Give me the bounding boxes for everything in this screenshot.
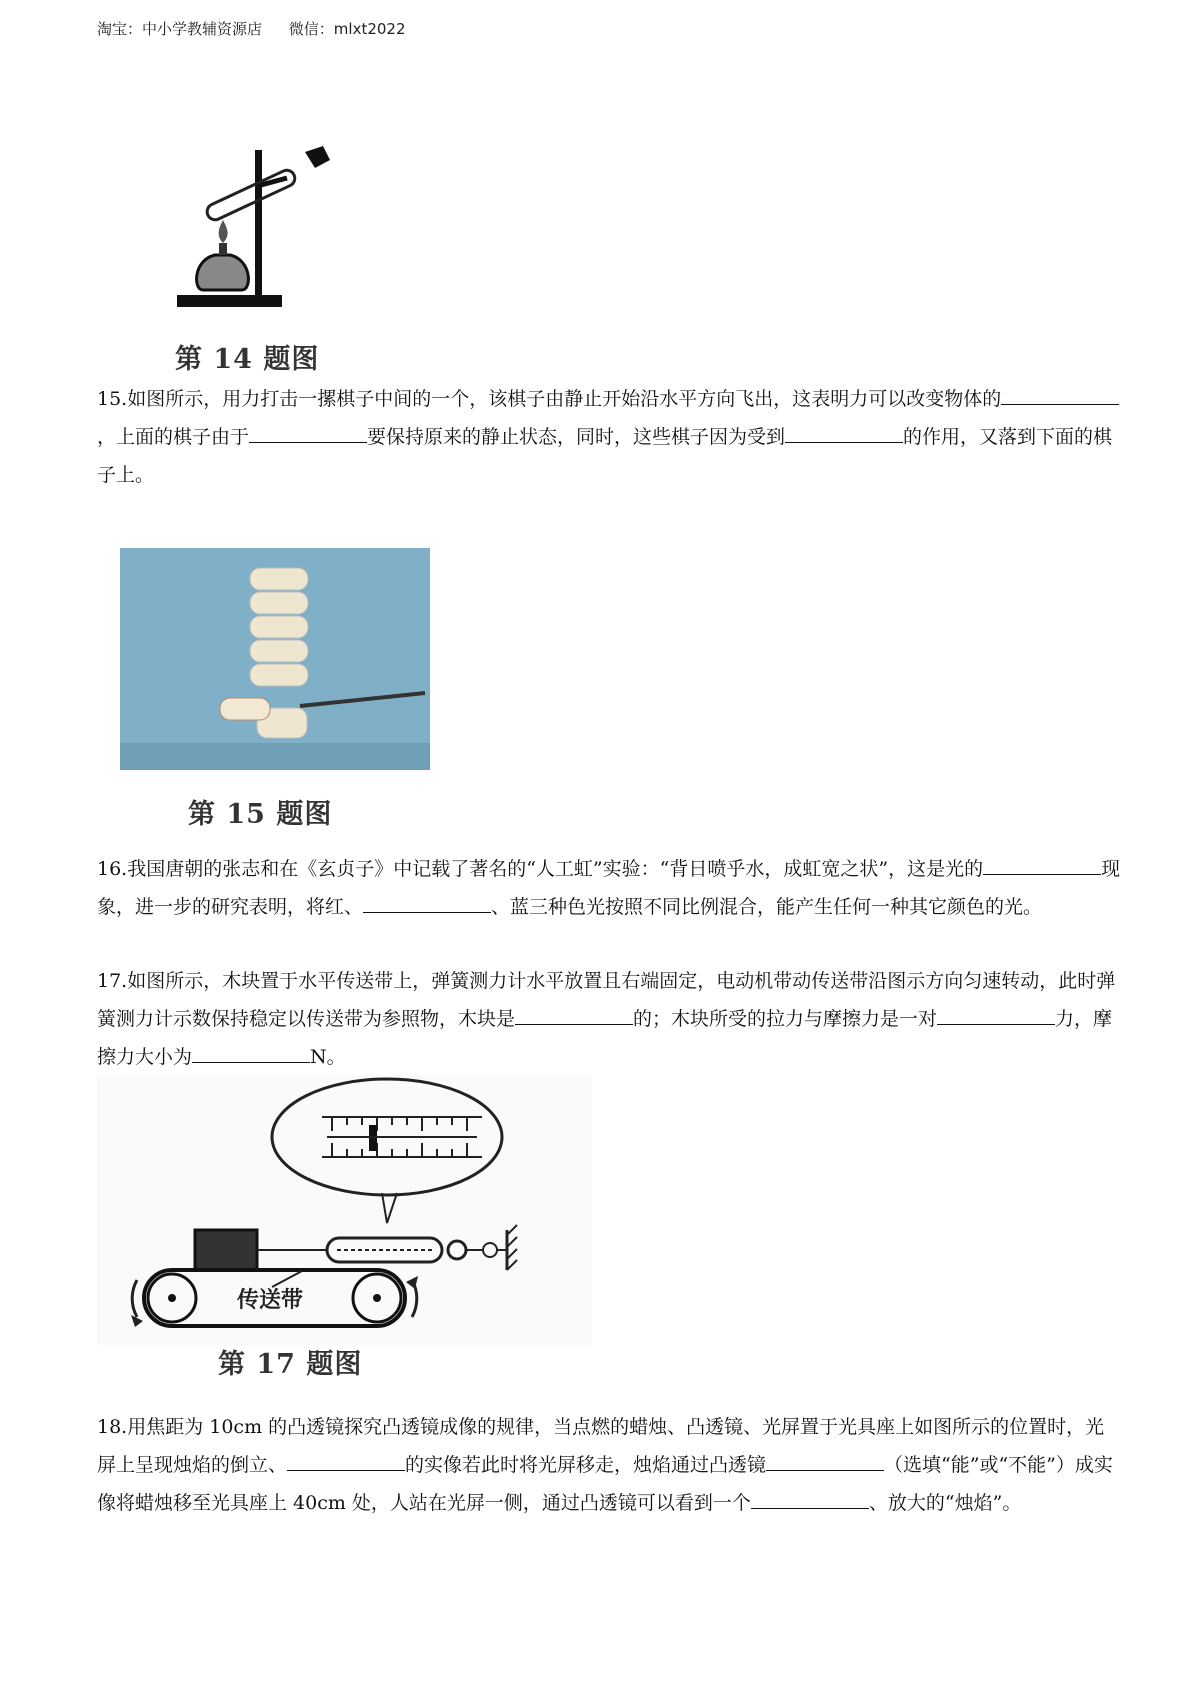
figure-14-apparatus bbox=[175, 140, 355, 315]
alcohol-lamp bbox=[197, 255, 249, 290]
page-header bbox=[97, 18, 428, 39]
stand-base bbox=[177, 295, 282, 307]
blank-18-1[interactable] bbox=[287, 1446, 405, 1471]
blank-15-3[interactable] bbox=[785, 418, 903, 443]
flame bbox=[219, 220, 228, 243]
question-16: 16.我国唐朝的张志和在《玄贞子》中记载了著名的“人工虹”实验：“背日喷乎水，成虹宽之状”，这是光的 现象，进一步的研究表明，将红、 、蓝三种色光按照不同比例混合，能产生任何一种其它颜色的光。 bbox=[97, 850, 1122, 926]
blank-18-3[interactable] bbox=[751, 1484, 869, 1509]
blank-16-2[interactable] bbox=[363, 888, 491, 913]
blank-17-1[interactable] bbox=[515, 1000, 633, 1025]
blank-15-1[interactable] bbox=[1001, 380, 1119, 405]
figure-17-caption: 第 17 题图 bbox=[218, 1349, 363, 1380]
wooden-block bbox=[195, 1230, 257, 1270]
figure-14-caption: 第 14 题图 bbox=[175, 344, 320, 375]
flying-object bbox=[305, 146, 330, 168]
blank-17-3[interactable] bbox=[192, 1038, 310, 1063]
question-18: 18.用焦距为 10cm 的凸透镜探究凸透镜成像的规律，当点燃的蜡烛、凸透镜、光屏置于光具座上如图所示的位置时，光屏上呈现烛焰的倒立、 的实像若此时将光屏移走，烛焰通过凸透镜 （选填“能”或“不能”）成实像将蜡烛移至光具座上 40cm 处，人站在光屏一侧，通过凸透镜可以看到一个 、放大的“烛焰”。 bbox=[97, 1416, 1113, 1514]
shop-name: 淘宝：中小学教辅资源店 bbox=[97, 20, 263, 38]
figure-17-diagram bbox=[97, 1075, 592, 1345]
question-15: 15.如图所示，用力打击一摞棋子中间的一个，该棋子由静止开始沿水平方向飞出，这表明力可以改变物体的，上面的棋子由于 要保持原来的静止状态，同时，这些棋子因为受到 的作用，又落到下面的棋子上。 bbox=[97, 380, 1122, 494]
test-tube bbox=[205, 168, 298, 223]
blank-15-2[interactable] bbox=[249, 418, 367, 443]
stand-rod bbox=[255, 150, 262, 298]
figure-15-photo bbox=[120, 548, 430, 770]
blank-18-2[interactable] bbox=[766, 1446, 884, 1471]
blank-16-1[interactable] bbox=[983, 850, 1101, 875]
table-surface bbox=[120, 743, 430, 770]
wechat-id: 微信：mlxt2022 bbox=[288, 20, 406, 38]
question-17: 17.如图所示，木块置于水平传送带上，弹簧测力计水平放置且右端固定，电动机带动传送带沿图示方向匀速转动，此时弹簧测力计示数保持稳定以传送带为参照物，木块是 的；木块所受的拉力与摩擦力是一对 力，摩擦力大小为 N。 bbox=[97, 970, 1116, 1068]
blank-17-2[interactable] bbox=[937, 1000, 1055, 1025]
flying-chess-piece bbox=[220, 698, 270, 720]
figure-15-caption: 第 15 题图 bbox=[188, 799, 333, 830]
belt-label: 传送带 bbox=[237, 1287, 304, 1313]
